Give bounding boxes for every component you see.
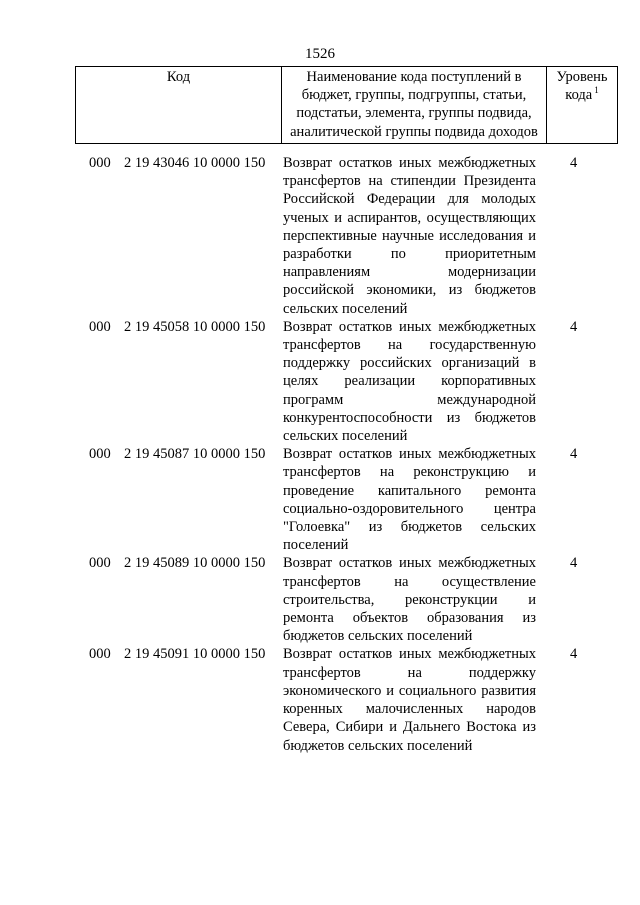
table-row <box>0 318 640 445</box>
header-name-cell <box>282 67 547 144</box>
table-row <box>0 445 640 554</box>
row-admin-code: 000 <box>89 318 111 335</box>
header-level-wrap <box>547 67 617 107</box>
row-level: 4 <box>570 646 578 663</box>
header-level: Уровень кода <box>556 69 608 104</box>
row-level: 4 <box>570 446 578 463</box>
row-income-code: 2 19 45089 10 0000 150 <box>124 555 266 572</box>
row-income-code: 2 19 45091 10 0000 150 <box>124 646 266 663</box>
header-code: Код <box>166 69 191 85</box>
row-income-code: 2 19 45087 10 0000 150 <box>124 446 266 463</box>
row-name: Возврат остатков иных межбюджетных трансфертов на осуществление строительства, реконструкции и ремонта объектов образования из бюджетов сельских поселений <box>283 555 536 645</box>
row-level: 4 <box>570 318 578 335</box>
table-body <box>0 154 640 755</box>
row-admin-code: 000 <box>89 446 111 463</box>
header-level-footnote: 1 <box>594 85 599 96</box>
row-name: Возврат остатков иных межбюджетных трансфертов на поддержку экономического и социального развития коренных малочисленных народов Севера, Сибири и Дальнего Востока из бюджетов сельских поселений <box>283 646 536 754</box>
row-name: Возврат остатков иных межбюджетных трансфертов на государственную поддержку российских организаций в целях реализации корпоративных программ международной конкурентоспособности из бюджетов сельских поселений <box>283 318 536 445</box>
table-row <box>0 645 640 754</box>
row-admin-code: 000 <box>89 155 111 171</box>
row-admin-code: 000 <box>89 646 111 663</box>
row-income-code: 2 19 43046 10 0000 150 <box>124 155 266 171</box>
row-income-code: 2 19 45058 10 0000 150 <box>124 318 266 335</box>
row-level: 4 <box>570 555 578 572</box>
row-name: Возврат остатков иных межбюджетных трансфертов на реконструкцию и проведение капитального ремонта социально-оздоровительного центра "Голоевка" из бюджетов сельских поселений <box>283 446 536 554</box>
table-row <box>0 154 640 318</box>
header-code-cell <box>76 67 282 144</box>
header-name: Наименование кода поступлений в бюджет, группы, подгруппы, статьи, подстатьи, элемента, группы подвида, аналитической группы подвида доходов <box>290 69 538 140</box>
table-row <box>0 554 640 645</box>
row-level: 4 <box>570 155 578 171</box>
row-name: Возврат остатков иных межбюджетных трансфертов на стипендии Президента Российской Федерации для молодых ученых и аспирантов, осуществляющих перспективные научные исследования и разработки по приоритетным направлениям модернизации российской экономики, из бюджетов сельских поселений <box>283 155 536 317</box>
header-level-cell <box>547 67 618 144</box>
row-admin-code: 000 <box>89 555 111 572</box>
table-header <box>75 66 618 144</box>
page-number: 1526 <box>305 46 335 62</box>
